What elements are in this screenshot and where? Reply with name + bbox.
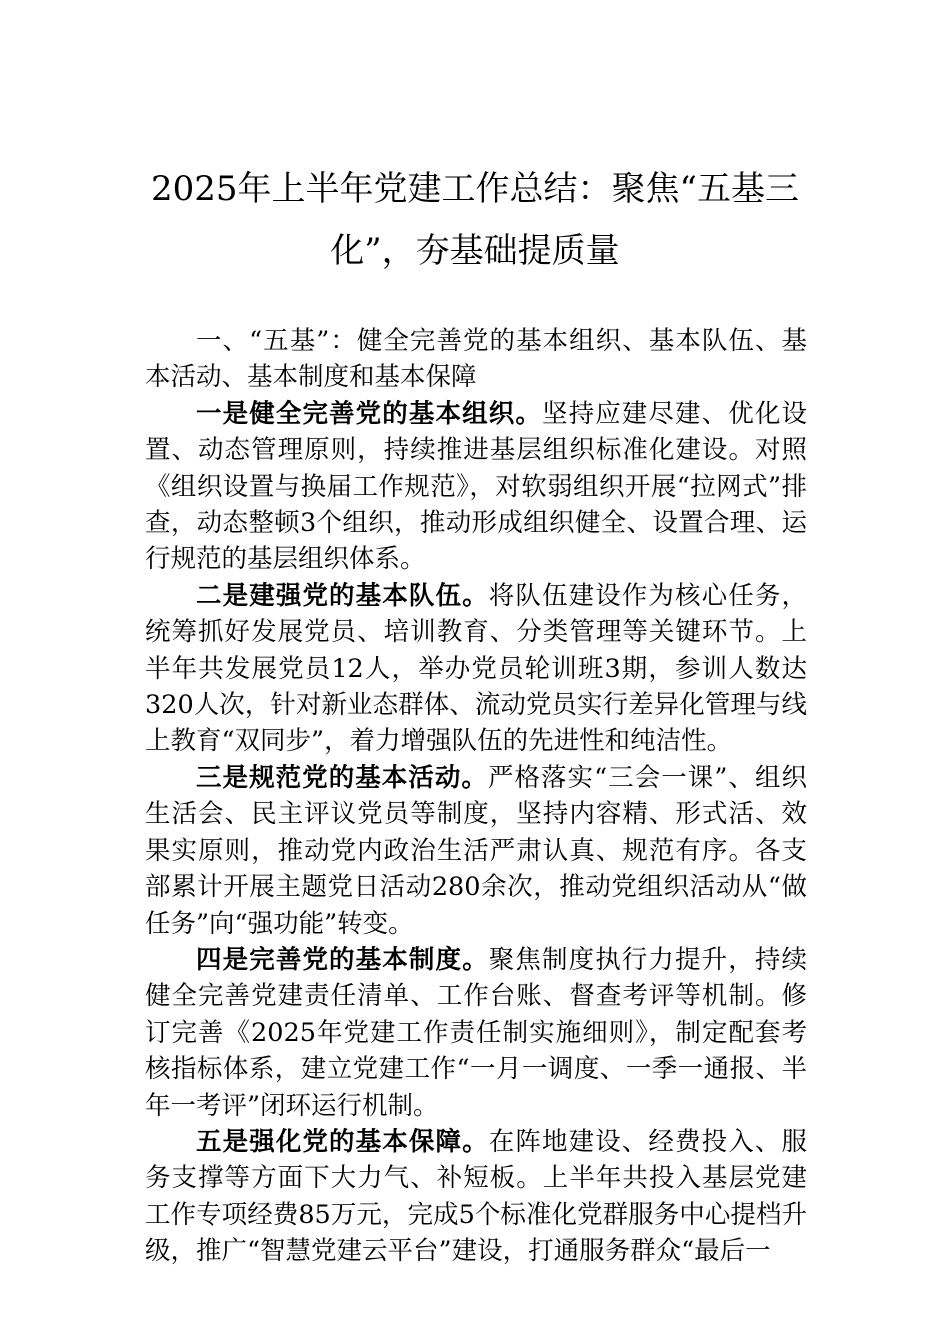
paragraph-4: [145, 942, 807, 1124]
paragraph-text: 严格落实“三会一课”、组织生活会、民主评议党员等制度，坚持内容精、形式活、效果实原则，推动党内政治生活严肃认真、规范有序。各支部累计开展主题党日活动280余次，推动党组织活动从“做任务”向“强功能”转变。: [145, 762, 807, 939]
paragraph-2: [145, 578, 807, 760]
paragraph-5: [145, 1124, 807, 1270]
paragraph-lead: 五是强化党的基本保障。: [196, 1126, 489, 1157]
paragraph-1: [145, 396, 807, 578]
paragraph-text: 在阵地建设、经费投入、服务支撑等方面下大力气、补短板。上半年共投入基层党建工作专项经费85万元，完成5个标准化党群服务中心提档升级，推广“智慧党建云平台”建设，打通服务群众“最后一: [145, 1126, 807, 1267]
paragraph-lead: 三是规范党的基本活动。: [196, 762, 488, 793]
paragraph-text: 坚持应建尽建、优化设置、动态管理原则，持续推进基层组织标准化建设。对照《组织设置与换届工作规范》，对软弱组织开展“拉网式”排查，动态整顿3个组织，推动形成组织健全、设置合理、运行规范的基层组织体系。: [145, 398, 807, 575]
document-body: [145, 323, 807, 1270]
paragraph-3: [145, 760, 807, 942]
paragraph-lead: 四是完善党的基本制度。: [196, 944, 489, 975]
paragraph-lead: 二是建强党的基本队伍。: [196, 580, 489, 611]
document-title: 2025年上半年党建工作总结：聚焦“五基三化”，夯基础提质量: [151, 169, 799, 271]
paragraph-text: 聚焦制度执行力提升，持续健全完善党建责任清单、工作台账、督查考评等机制。修订完善《2025年党建工作责任制实施细则》，制定配套考核指标体系，建立党建工作“一月一调度、一季一通报、半年一考评”闭环运行机制。: [145, 944, 807, 1121]
paragraph-text: 将队伍建设作为核心任务，统筹抓好发展党员、培训教育、分类管理等关键环节。上半年共发展党员12人，举办党员轮训班3期，参训人数达320人次，针对新业态群体、流动党员实行差异化管理与线上教育“双同步”，着力增强队伍的先进性和纯洁性。: [145, 580, 807, 757]
paragraph-lead: 一是健全完善党的基本组织。: [196, 398, 542, 429]
section-heading: 一、“五基”：健全完善党的基本组织、基本队伍、基本活动、基本制度和基本保障: [145, 326, 807, 393]
